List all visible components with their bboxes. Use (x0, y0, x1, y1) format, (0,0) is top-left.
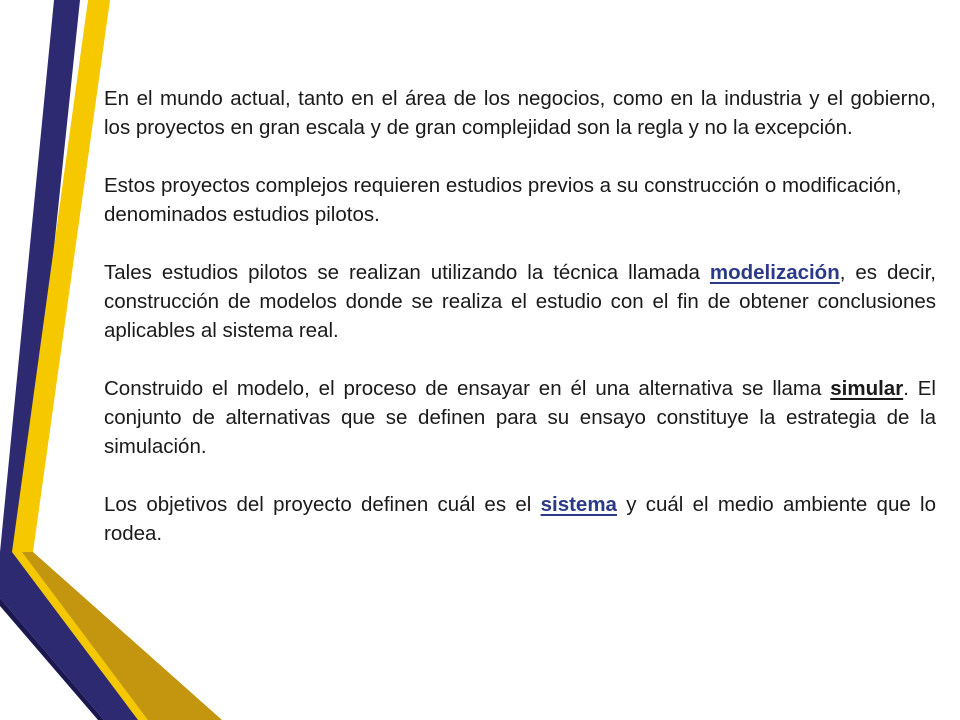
slide-body (104, 84, 936, 577)
paragraph-1-text: En el mundo actual, tanto en el área de los negocios, como en la industria y el gobierno, los proyectos en gran escala y de gran complejidad son la regla y no la excepción. (104, 87, 936, 139)
paragraph-4-after: . El conjunto de alternativas que se definen para su ensayo constituye la estrategia de la simulación. (104, 377, 936, 458)
paragraph-4-before: Construido el modelo, el proceso de ensayar en él una alternativa se llama (104, 377, 831, 400)
paragraph-2 (104, 171, 936, 229)
paragraph-3-after: , es decir, construcción de modelos donde se realiza el estudio con el fin de obtener conclusiones aplicables al sistema real. (104, 261, 936, 342)
paragraph-5-after: y cuál el medio ambiente que lo rodea. (104, 493, 936, 545)
paragraph-3 (104, 258, 936, 345)
keyword-simular[interactable]: simular (830, 377, 904, 400)
paragraph-5 (104, 490, 936, 548)
paragraph-4 (104, 374, 936, 461)
paragraph-5-before: Los objetivos del proyecto definen cuál es el (104, 493, 541, 516)
paragraph-3-before: Tales estudios pilotos se realizan utilizando la técnica llamada (104, 261, 710, 284)
paragraph-1 (104, 84, 936, 142)
keyword-modelizacion[interactable]: modelización (709, 261, 840, 284)
paragraph-2-text: Estos proyectos complejos requieren estudios previos a su construcción o modificación, denominados estudios pilotos. (104, 174, 902, 226)
keyword-sistema[interactable]: sistema (540, 493, 617, 516)
